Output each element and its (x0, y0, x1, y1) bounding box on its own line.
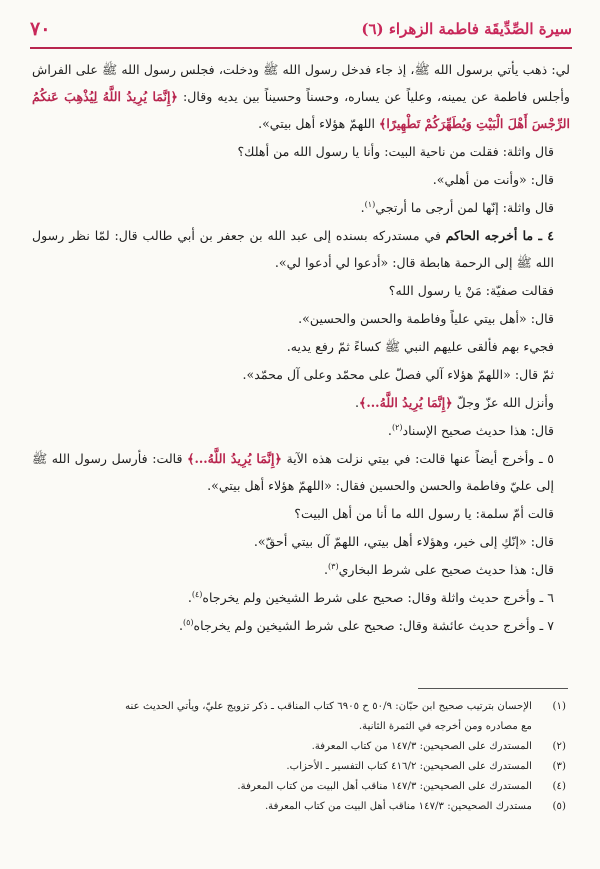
footnote-number: (٣) (552, 761, 566, 772)
footnote: (٤) المستدرك على الصحيحين: ١٤٧/٣ مناقب أهل البيت من كتاب المعرفة. (32, 777, 570, 797)
paragraph: ٦ ـ وأخرج حديث واثلة وقال: صحيح على شرط الشيخين ولم يخرجاه$^{(٤)}$. (187, 589, 554, 605)
paragraph: قال: «إنّكِ إلى خير، وهؤلاء أهل بيتي، اللهمّ آل بيتي أحقّ». (253, 534, 554, 549)
footnote: (٢) المستدرك على الصحيحين: ١٤٧/٣ من كتاب المعرفة. (32, 737, 570, 757)
paragraph: قال: «أهل بيتي علياً وفاطمة والحسن والحسين». (298, 311, 554, 326)
footnote-ref: (٤) (191, 589, 203, 599)
paragraph: لي: ذهب يأتي برسول الله ﷺ، إذ جاء فدخل رسول الله ﷺ ودخلت، فجلس رسول الله ﷺ على الفراش وأجلس فاطمة عن يمينه، وعلياً عن يساره، وحسناً وحسيناً بين يديه وقال: ﴿إِنَّمَا يُرِيدُ اللَّهُ لِيُذْهِبَ عَنكُمُ الرِّجْسَ أَهْلَ الْبَيْتِ وَيُطَهِّرَكُمْ تَطْهِيرًا﴾ اللهمّ هؤلاء أهل بيتي». (32, 62, 571, 131)
footnote: (١) الإحسان بترتيب صحيح ابن حبّان: ٥٠/٩ ح ٦٩٠٥ كتاب المناقب ـ ذكر تزويج عليّ، ويأتي الحديث عنه مع مصادره ومن أخرجه في الثمرة الثانية. (32, 697, 570, 737)
footnote-ref: (٢) (391, 422, 403, 432)
paragraph: وأنزل الله عزّ وجلّ ﴿إِنَّمَا يُرِيدُ اللَّهُ...﴾. (355, 395, 554, 410)
quran-verse: ﴿إِنَّمَا يُرِيدُ اللَّهُ...﴾ (187, 451, 282, 466)
paragraph: فجيء بهم فألقى عليهم النبي ﷺ كساءً ثمّ رفع يديه. (286, 339, 554, 354)
page-number: ٧٠ (30, 18, 51, 40)
paragraph: ثمّ قال: «اللهمّ هؤلاء آلي فصلّ على محمّد وعلى آل محمّد». (242, 367, 554, 382)
paragraph: ٤ ـ ما أخرجه الحاكم في مستدركه بسنده إلى عبد الله بن جعفر بن أبي طالب قال: لمّا نظر رسول الله ﷺ إلى الرحمة هابطة قال: «أدعوا لي أدعوا لي». (32, 228, 554, 270)
header-rule (30, 47, 572, 49)
footnote-ref: (١) (364, 199, 376, 209)
footnote-ref: (٥) (183, 617, 194, 627)
quran-verse: ﴿إِنَّمَا يُرِيدُ اللَّهُ لِيُذْهِبَ عَنكُمُ الرِّجْسَ أَهْلَ الْبَيْتِ وَيُطَهِّرَكُمْ تَطْهِيرًا﴾ (32, 89, 570, 131)
footnote-number: (٥) (552, 801, 566, 812)
footnote-number: (٢) (552, 741, 566, 752)
paragraph: قال: هذا حديث صحيح على شرط البخاري$^{(٣)}$. (324, 561, 554, 577)
footnote-separator (418, 688, 568, 689)
section-lead: ٤ ـ ما أخرجه الحاكم (445, 228, 554, 243)
main-text (32, 56, 570, 640)
paragraph: ٥ ـ وأخرج أيضاً عنها قالت: في بيتي نزلت هذه الآية ﴿إِنَّمَا يُرِيدُ اللَّهُ...﴾ قالت: فأرسل رسول الله ﷺ إلى عليّ وفاطمة والحسن والحسين فقال: «اللهمّ هؤلاء أهل بيتي». (32, 451, 554, 493)
running-title: سيرة الصِّدِّيقَة فاطمة الزهراء (٦) (361, 20, 572, 38)
quran-verse: ﴿إِنَّمَا يُرِيدُ اللَّهُ...﴾ (359, 395, 453, 410)
paragraph: قال واثلة: فقلت من ناحية البيت: وأنا يا رسول الله من أهلك؟ (237, 144, 554, 159)
paragraph: فقالت صفيّة: مَنْ يا رسول الله؟ (388, 283, 554, 298)
paragraph: قال واثلة: إنّها لمن أرجى ما أرتجي$^{(١)}$. (360, 199, 554, 215)
footnote-ref: (٣) (328, 561, 339, 571)
footnotes (32, 697, 570, 817)
paragraph: قال: هذا حديث صحيح الإسناد$^{(٢)}$. (387, 422, 554, 438)
paragraph: ٧ ـ وأخرج حديث عائشة وقال: صحيح على شرط الشيخين ولم يخرجاه$^{(٥)}$. (178, 617, 554, 633)
paragraph: قال: «وأنت من أهلي». (432, 172, 554, 187)
footnote-number: (١) (552, 701, 566, 712)
footnote: (٥) مستدرك الصحيحين: ١٤٧/٣ مناقب أهل البيت من كتاب المعرفة. (32, 797, 570, 817)
page-header (30, 14, 572, 44)
footnote: (٣) المستدرك على الصحيحين: ٤١٦/٢ كتاب التفسير ـ الأحزاب. (32, 757, 570, 777)
paragraph: قالت أمّ سلمة: يا رسول الله ما أنا من أهل البيت؟ (294, 506, 554, 521)
footnote-number: (٤) (552, 781, 566, 792)
